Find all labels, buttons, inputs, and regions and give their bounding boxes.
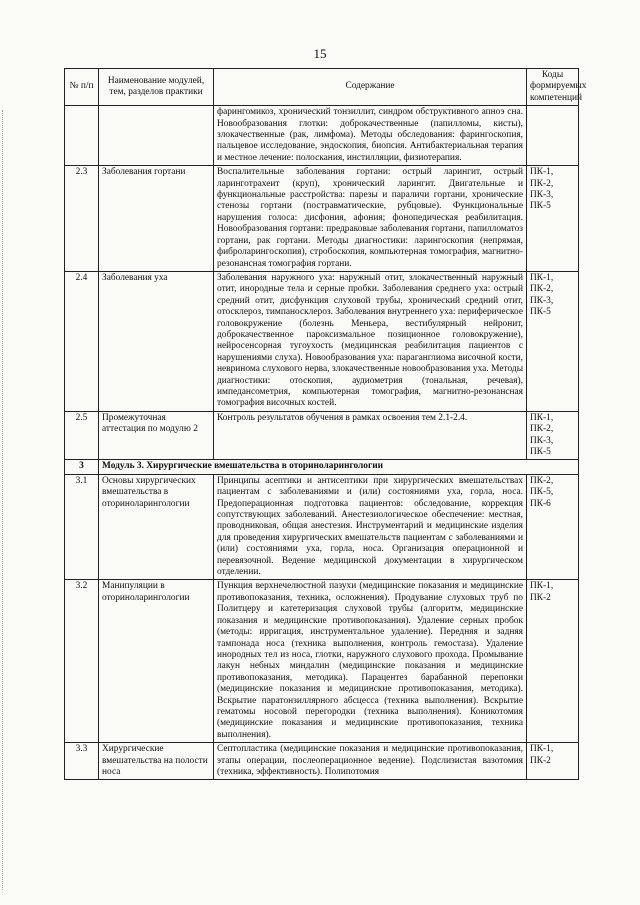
table-header-row: [65, 69, 579, 106]
row-name: Манипуляции в оториноларингологии: [99, 580, 214, 743]
binding-edge-marks: [2, 110, 9, 890]
row-num: 2.4: [65, 271, 99, 411]
row-content: Пункция верхнечелюстной пазухи (медицинские показания и медицинские противопоказания, техника, осложнения). Продувание слуховых труб по Политцеру и катетеризация слуховой трубы (алгоритм, медицинские показания и медицинские противопоказания). Удаление серных пробок (методы: ирригация, инструментальное удаление). Передняя и задняя тампонада носа (техника выполнения, контроль гемостаза). Удаление инородных тел из носа, глотки, наружного слухового прохода. Промывание лакун небных миндалин (медицинские показания и медицинские противопоказания, методика). Парацентез барабанной перепонки (медицинские показания и медицинские противопоказания, методика). Вскрытие паратонзиллярного абсцесса (техника выполнения). Вскрытие гематомы носовой перегородки (техника выполнения). Коникотомия (медицинские показания и медицинские противопоказания, техника выполнения).: [214, 580, 527, 743]
row-num: 3.1: [65, 474, 99, 580]
row-codes: ПК-1, ПК-2: [527, 580, 579, 743]
row-content: Принципы асептики и антисептики при хирургических вмешательствах пациентам с заболеваниями и (или) состояниями уха, горла, носа. Предоперационная подготовка пациентов: обследование, коррекция сопутствующих заболеваний. Анестезиологическое обеспечение: местная, проводниковая, общая анестезия. Инструментарий и медицинские изделия для проведения хирургических вмешательств пациентам с заболеваниями и (или) состояниями уха, горла, носа. Организация операционной и перевязочной. Ведение медицинской документации в хирургическом отделении.: [214, 474, 527, 580]
row-num: [65, 106, 99, 166]
row-codes: ПК-1, ПК-2, ПК-3, ПК-5: [527, 271, 579, 411]
table-row: [65, 166, 579, 272]
module-num: 3: [65, 460, 99, 474]
row-codes: ПК-1, ПК-2: [527, 743, 579, 780]
row-codes: ПК-2, ПК-5, ПК-6: [527, 474, 579, 580]
table-row: [65, 743, 579, 780]
module-title: Модуль 3. Хирургические вмешательства в оториноларингологии: [99, 460, 579, 474]
row-content: Септопластика (медицинские показания и медицинские противопоказания, этапы операции, послеоперационное ведение). Подслизистая вазотомия (техника, эффективность). Полипотомия: [214, 743, 527, 780]
curriculum-table: [64, 68, 587, 780]
row-name: [99, 106, 214, 166]
row-name: Основы хирургических вмешательства в оториноларингологии: [99, 474, 214, 580]
table-row: [65, 411, 579, 460]
header-codes: Коды формируемых компетенций: [527, 69, 579, 106]
row-content: Заболевания наружного уха: наружный отит, злокачественный наружный отит, инородные тела и серные пробки. Заболевания среднего уха: острый средний отит, дисфункция слуховой трубы, хронический средний отит, отосклероз, тимпаносклероз. Заболевания внутреннего уха: периферическое головокружение (болезнь Меньера, вестибулярный нейронит, доброкачественное пароксизмальное позиционное головокружение), нейросенсорная тугоухость (медицинская реабилитация пациентов с нарушениями слуха). Новообразования уха: параганглиома височной кости, невринома слухового нерва, злокачественные новообразования уха. Методы диагностики: отоскопия, аудиометрия (тональная, речевая), импедансометрия, компьютерная томография, магнитно-резонансная томография височных костей.: [214, 271, 527, 411]
row-name: Промежуточная аттестация по модулю 2: [99, 411, 214, 460]
row-num: 3.2: [65, 580, 99, 743]
row-content: фарингомикоз, хронический тонзиллит, синдром обструктивного апноэ сна. Новообразования глотки: доброкачественные (папилломы, кисты), злокачественные (рак, лимфома). Методы обследования: фарингоскопия, пальцевое исследование, эндоскопия, биопсия. Антибактериальная терапия и местное лечение: полоскания, инстилляции, физиотерапия.: [214, 106, 527, 166]
table-row: [65, 106, 579, 166]
row-codes: ПК-1, ПК-2, ПК-3, ПК-5: [527, 411, 579, 460]
header-content: Содержание: [214, 69, 527, 106]
row-codes: ПК-1, ПК-2, ПК-3, ПК-5: [527, 166, 579, 272]
page-number: 15: [313, 46, 327, 61]
row-name: Хирургические вмешательства на полости носа: [99, 743, 214, 780]
header-name: Наименование модулей, тем, разделов практики: [99, 69, 214, 106]
table-row: [65, 474, 579, 580]
row-content: Контроль результатов обучения в рамках освоения тем 2.1-2.4.: [214, 411, 527, 460]
table-row: [65, 580, 579, 743]
header-num: № п/п: [65, 69, 99, 106]
row-name: Заболевания уха: [99, 271, 214, 411]
row-num: 3.3: [65, 743, 99, 780]
module-header-row: [65, 460, 579, 474]
row-codes: [527, 106, 579, 166]
row-num: 2.5: [65, 411, 99, 460]
row-content: Воспалительные заболевания гортани: острый ларингит, острый ларинготрахеит (круп), хронический ларингит. Двигательные и функциональные расстройства: парезы и параличи гортани, хронические стенозы гортани (постравматические, рубцовые). Функциональные нарушения голоса: дисфония, афония; фонопедическая реабилитация. Новообразования гортани: предраковые заболевания гортани, папилломатоз гортани, рак гортани. Методы диагностики: ларингоскопия (непрямая, фиброларингоскопия), стробоскопия, компьютерная томография, магнитно-резонансная томография гортани.: [214, 166, 527, 272]
row-num: 2.3: [65, 166, 99, 272]
table-row: [65, 271, 579, 411]
row-name: Заболевания гортани: [99, 166, 214, 272]
